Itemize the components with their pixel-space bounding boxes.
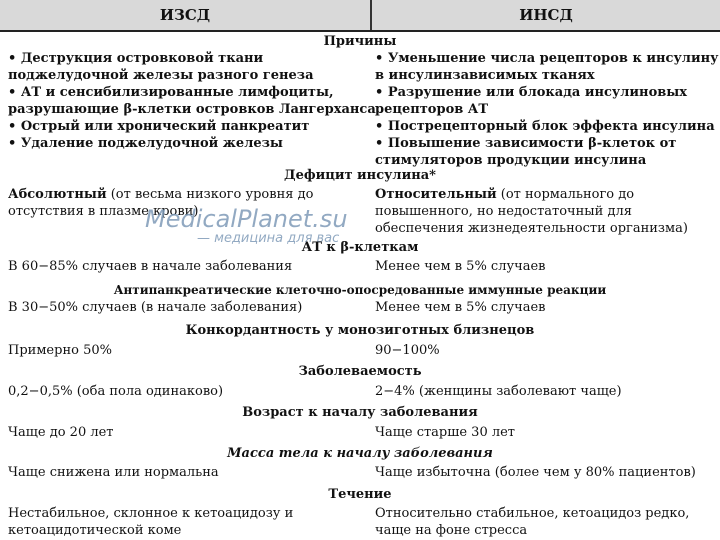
- course-right-line2: чаще на фоне стресса: [375, 523, 528, 538]
- concordance-left: Примерно 50%: [8, 343, 112, 358]
- deficit-right-desc: (от нормального до: [496, 187, 635, 202]
- deficit-left-type: Абсолютный: [8, 187, 107, 202]
- immune-right: Менее чем в 5% случаев: [375, 300, 546, 315]
- causes-right: [375, 50, 718, 169]
- causes-left-line: • Острый или хронический панкреатит: [8, 119, 310, 134]
- causes-left: [8, 50, 376, 152]
- incidence-right: 2−4% (женщины заболевают чаще): [375, 384, 622, 399]
- header-niddm: ИНСД: [519, 6, 573, 24]
- causes-left-line: • АТ и сенсибилизированные лимфоциты,: [8, 85, 334, 100]
- deficit-right: [375, 186, 688, 237]
- section-title-concordance: Конкордантность у монозиготных близнецов: [185, 323, 535, 338]
- section-title-antibodies: АТ к β-клеткам: [301, 240, 419, 255]
- weight-right: Чаще избыточна (более чем у 80% пациентов): [375, 465, 696, 480]
- deficit-left-desc: (от весьма низкого уровня до: [106, 187, 314, 202]
- causes-left-line: • Деструкция островковой ткани: [8, 51, 264, 66]
- header-iddm: ИЗСД: [159, 6, 211, 24]
- course-left-line2: кетоацидотической коме: [8, 523, 182, 538]
- causes-right-line: рецепторов АТ: [375, 102, 489, 117]
- causes-right-line: • Разрушение или блокада инсулиновых: [375, 85, 688, 100]
- deficit-right-line3: обеспечения жизнедеятельности организма): [375, 221, 688, 236]
- section-title-deficit: Дефицит инсулина*: [284, 168, 436, 183]
- causes-right-line: • Пострецепторный блок эффекта инсулина: [375, 119, 715, 134]
- age-right: Чаще старше 30 лет: [375, 425, 515, 440]
- causes-left-line: разрушающие β-клетки островков Лангерханса: [8, 102, 376, 117]
- antibodies-left: В 60−85% случаев в начале заболевания: [8, 259, 293, 274]
- causes-left-line: поджелудочной железы разного генеза: [8, 68, 314, 83]
- incidence-left: 0,2−0,5% (оба пола одинаково): [8, 384, 224, 399]
- causes-right-line: стимуляторов продукции инсулина: [375, 153, 647, 168]
- deficit-left-line2: отсутствия в плазме крови): [8, 204, 199, 219]
- section-title-immune: Антипанкреатические клеточно-опосредованные иммунные реакции: [113, 283, 607, 297]
- watermark-main: MedicalPlanet.su: [145, 205, 348, 233]
- age-left: Чаще до 20 лет: [8, 425, 114, 440]
- section-title-weight: Масса тела к началу заболевания: [227, 446, 493, 461]
- table-header: [0, 0, 720, 32]
- antibodies-right: Менее чем в 5% случаев: [375, 259, 546, 274]
- watermark-sub: — медицина для вас: [197, 231, 340, 246]
- deficit-right-type: Относительный: [375, 187, 497, 202]
- course-right: [375, 505, 689, 539]
- section-title-course: Течение: [328, 487, 392, 502]
- course-left-line1: Нестабильное, склонное к кетоацидозу и: [8, 506, 294, 521]
- immune-left: В 30−50% случаев (в начале заболевания): [8, 300, 303, 315]
- section-title-incidence: Заболеваемость: [298, 364, 422, 379]
- causes-right-line: • Повышение зависимости β-клеток от: [375, 136, 677, 151]
- causes-right-line: • Уменьшение числа рецепторов к инсулину: [375, 51, 719, 66]
- causes-right-line: в инсулинзависимых тканях: [375, 68, 595, 83]
- causes-left-line: • Удаление поджелудочной железы: [8, 136, 283, 151]
- weight-left: Чаще снижена или нормальна: [8, 465, 219, 480]
- concordance-right: 90−100%: [375, 343, 440, 358]
- course-left: [8, 505, 293, 539]
- section-title-age: Возраст к началу заболевания: [242, 405, 478, 420]
- course-right-line1: Относительно стабильное, кетоацидоз редко,: [375, 506, 690, 521]
- section-title-causes: Причины: [323, 34, 397, 49]
- deficit-right-line2: повышенного, но недостаточный для: [375, 204, 632, 219]
